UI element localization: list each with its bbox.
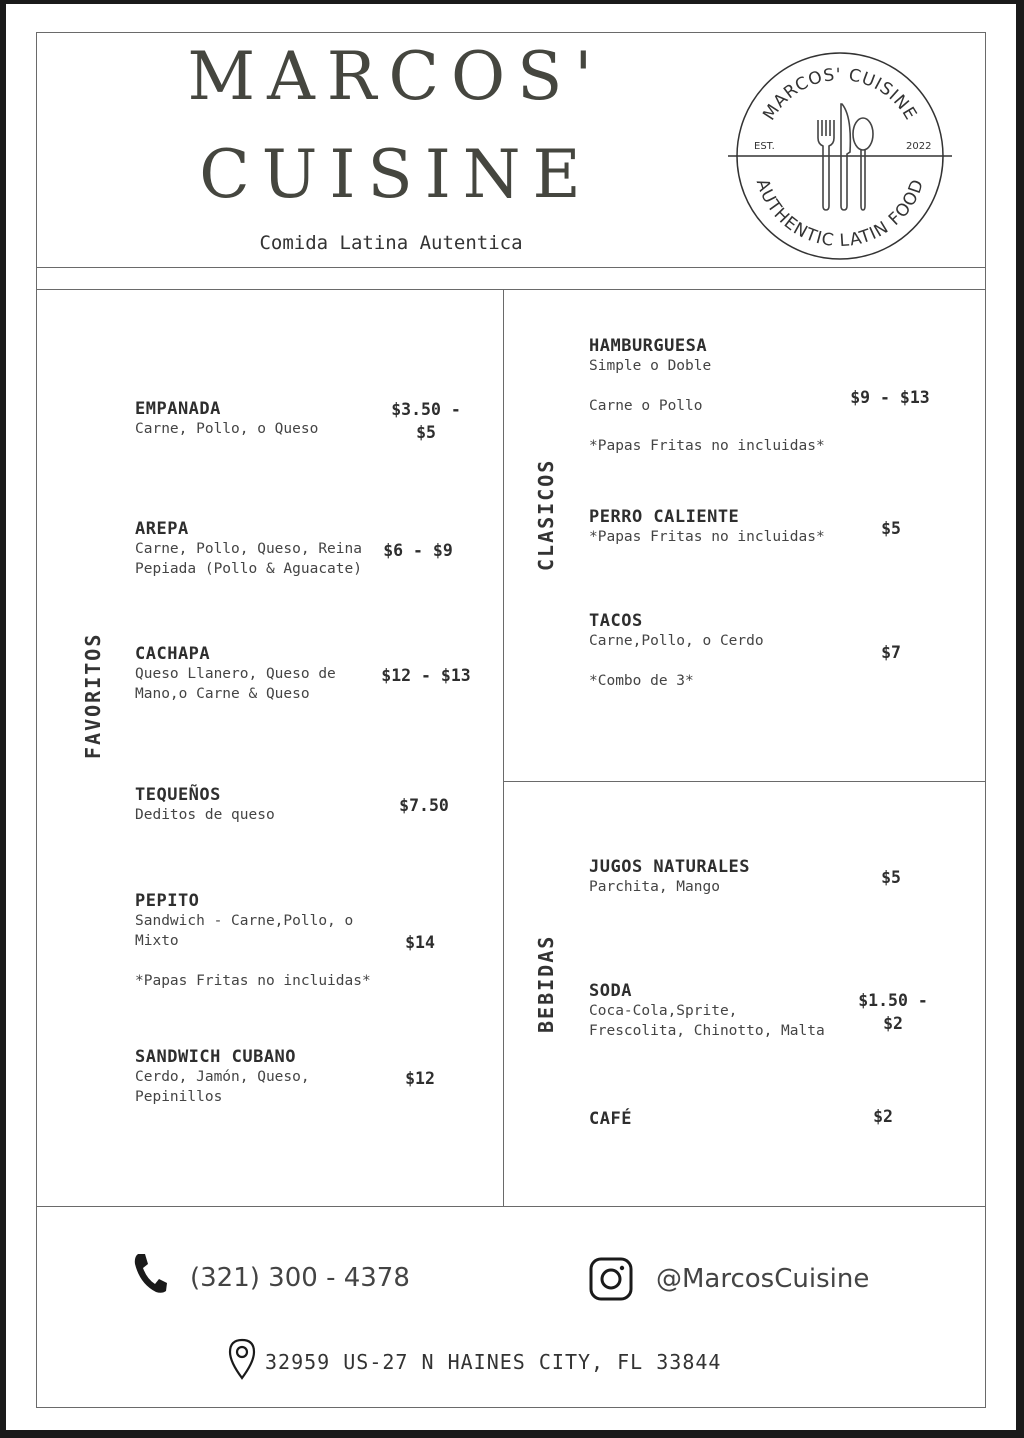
item-price-sandwich-cubano: $12 [405, 1069, 435, 1088]
item-description: Carne, Pollo, Queso, Reina Pepiada (Pollo & Aguacate) [135, 541, 362, 577]
item-note: *Papas Fritas no incluidas* [589, 438, 825, 454]
menu-item-empanada [135, 399, 318, 439]
item-price-perro-caliente: $5 [881, 519, 901, 538]
item-name: TACOS [589, 611, 643, 631]
item-description: Sandwich - Carne,Pollo, o Mixto [135, 913, 354, 949]
menu-page [6, 4, 1016, 1430]
restaurant-logo [724, 48, 956, 264]
menu-item-tacos [589, 611, 764, 691]
item-name: PEPITO [135, 891, 200, 911]
menu-item-soda [589, 981, 825, 1041]
menu-item-pepito [135, 891, 371, 991]
item-description: Carne, Pollo, o Queso [135, 421, 319, 437]
item-price-cachapa: $12 - $13 [381, 666, 471, 685]
item-name: SANDWICH CUBANO [135, 1047, 297, 1067]
item-description-2: Carne o Pollo [589, 398, 703, 414]
menu-item-sandwich-cubano [135, 1047, 310, 1107]
restaurant-subtitle: Comida Latina Autentica [259, 232, 523, 254]
item-name: CACHAPA [135, 644, 211, 664]
item-description: Coca-Cola,Sprite, Frescolita, Chinotto, Malta [589, 1003, 825, 1039]
item-note: *Combo de 3* [589, 673, 694, 689]
item-price-tequenos: $7.50 [399, 796, 449, 815]
clasicos-bebidas-divider [503, 781, 986, 782]
item-price-arepa: $6 - $9 [383, 541, 453, 560]
item-name: JUGOS NATURALES [589, 857, 751, 877]
menu-item-cachapa [135, 644, 336, 704]
section-label-favoritos: FAVORITOS [81, 632, 105, 759]
restaurant-title-line1: MARCOS' [187, 38, 605, 115]
fork-knife-spoon-icon [818, 104, 873, 210]
location-pin-icon [228, 1338, 256, 1380]
menu-item-cafe [589, 1109, 632, 1129]
item-price-pepito: $14 [405, 933, 435, 952]
header-divider-bottom [36, 289, 986, 290]
item-name: AREPA [135, 519, 189, 539]
item-description: Cerdo, Jamón, Queso, Pepinillos [135, 1069, 310, 1105]
item-price-jugos-naturales: $5 [881, 868, 901, 887]
item-price-cafe: $2 [873, 1107, 893, 1126]
logo-year: 2022 [906, 141, 932, 152]
logo-est-label: EST. [754, 141, 775, 152]
footer-divider [36, 1206, 986, 1207]
item-name: PERRO CALIENTE [589, 507, 740, 527]
item-price-hamburguesa: $9 - $13 [850, 388, 930, 407]
item-name: HAMBURGUESA [589, 336, 708, 356]
item-description: Simple o Doble [589, 358, 712, 374]
item-description: Queso Llanero, Queso de Mano,o Carne & Queso [135, 666, 336, 702]
item-name: EMPANADA [135, 399, 221, 419]
phone-icon [132, 1252, 168, 1294]
item-price-tacos: $7 [881, 643, 901, 662]
item-description: Deditos de queso [135, 807, 275, 823]
instagram-icon [589, 1257, 633, 1301]
item-description: Carne,Pollo, o Cerdo [589, 633, 764, 649]
instagram-handle[interactable]: @MarcosCuisine [656, 1264, 870, 1294]
menu-item-hamburguesa [589, 336, 825, 456]
item-price-empanada: $3.50 - $5 [391, 400, 461, 442]
item-description: *Papas Fritas no incluidas* [589, 529, 825, 545]
logo-top-text: MARCOS' CUISINE [759, 64, 921, 125]
item-note: *Papas Fritas no incluidas* [135, 973, 371, 989]
item-name: SODA [589, 981, 632, 1001]
menu-item-arepa [135, 519, 362, 579]
header-divider-top [36, 267, 986, 268]
logo-bottom-text: AUTHENTIC LATIN FOOD [751, 176, 929, 252]
item-description: Parchita, Mango [589, 879, 720, 895]
column-divider [503, 289, 504, 1206]
menu-item-tequenos [135, 785, 275, 825]
phone-number[interactable]: (321) 300 - 4378 [190, 1263, 410, 1293]
item-price-soda: $1.50 - $2 [858, 991, 928, 1033]
section-label-bebidas: BEBIDAS [534, 934, 558, 1033]
restaurant-address[interactable]: 32959 US-27 N HAINES CITY, FL 33844 [265, 1350, 722, 1374]
restaurant-title-line2: CUISINE [199, 136, 593, 213]
item-name: CAFÉ [589, 1109, 632, 1129]
item-name: TEQUEÑOS [135, 785, 221, 805]
section-label-clasicos: CLASICOS [534, 458, 558, 571]
menu-item-jugos-naturales [589, 857, 750, 897]
menu-item-perro-caliente [589, 507, 825, 547]
